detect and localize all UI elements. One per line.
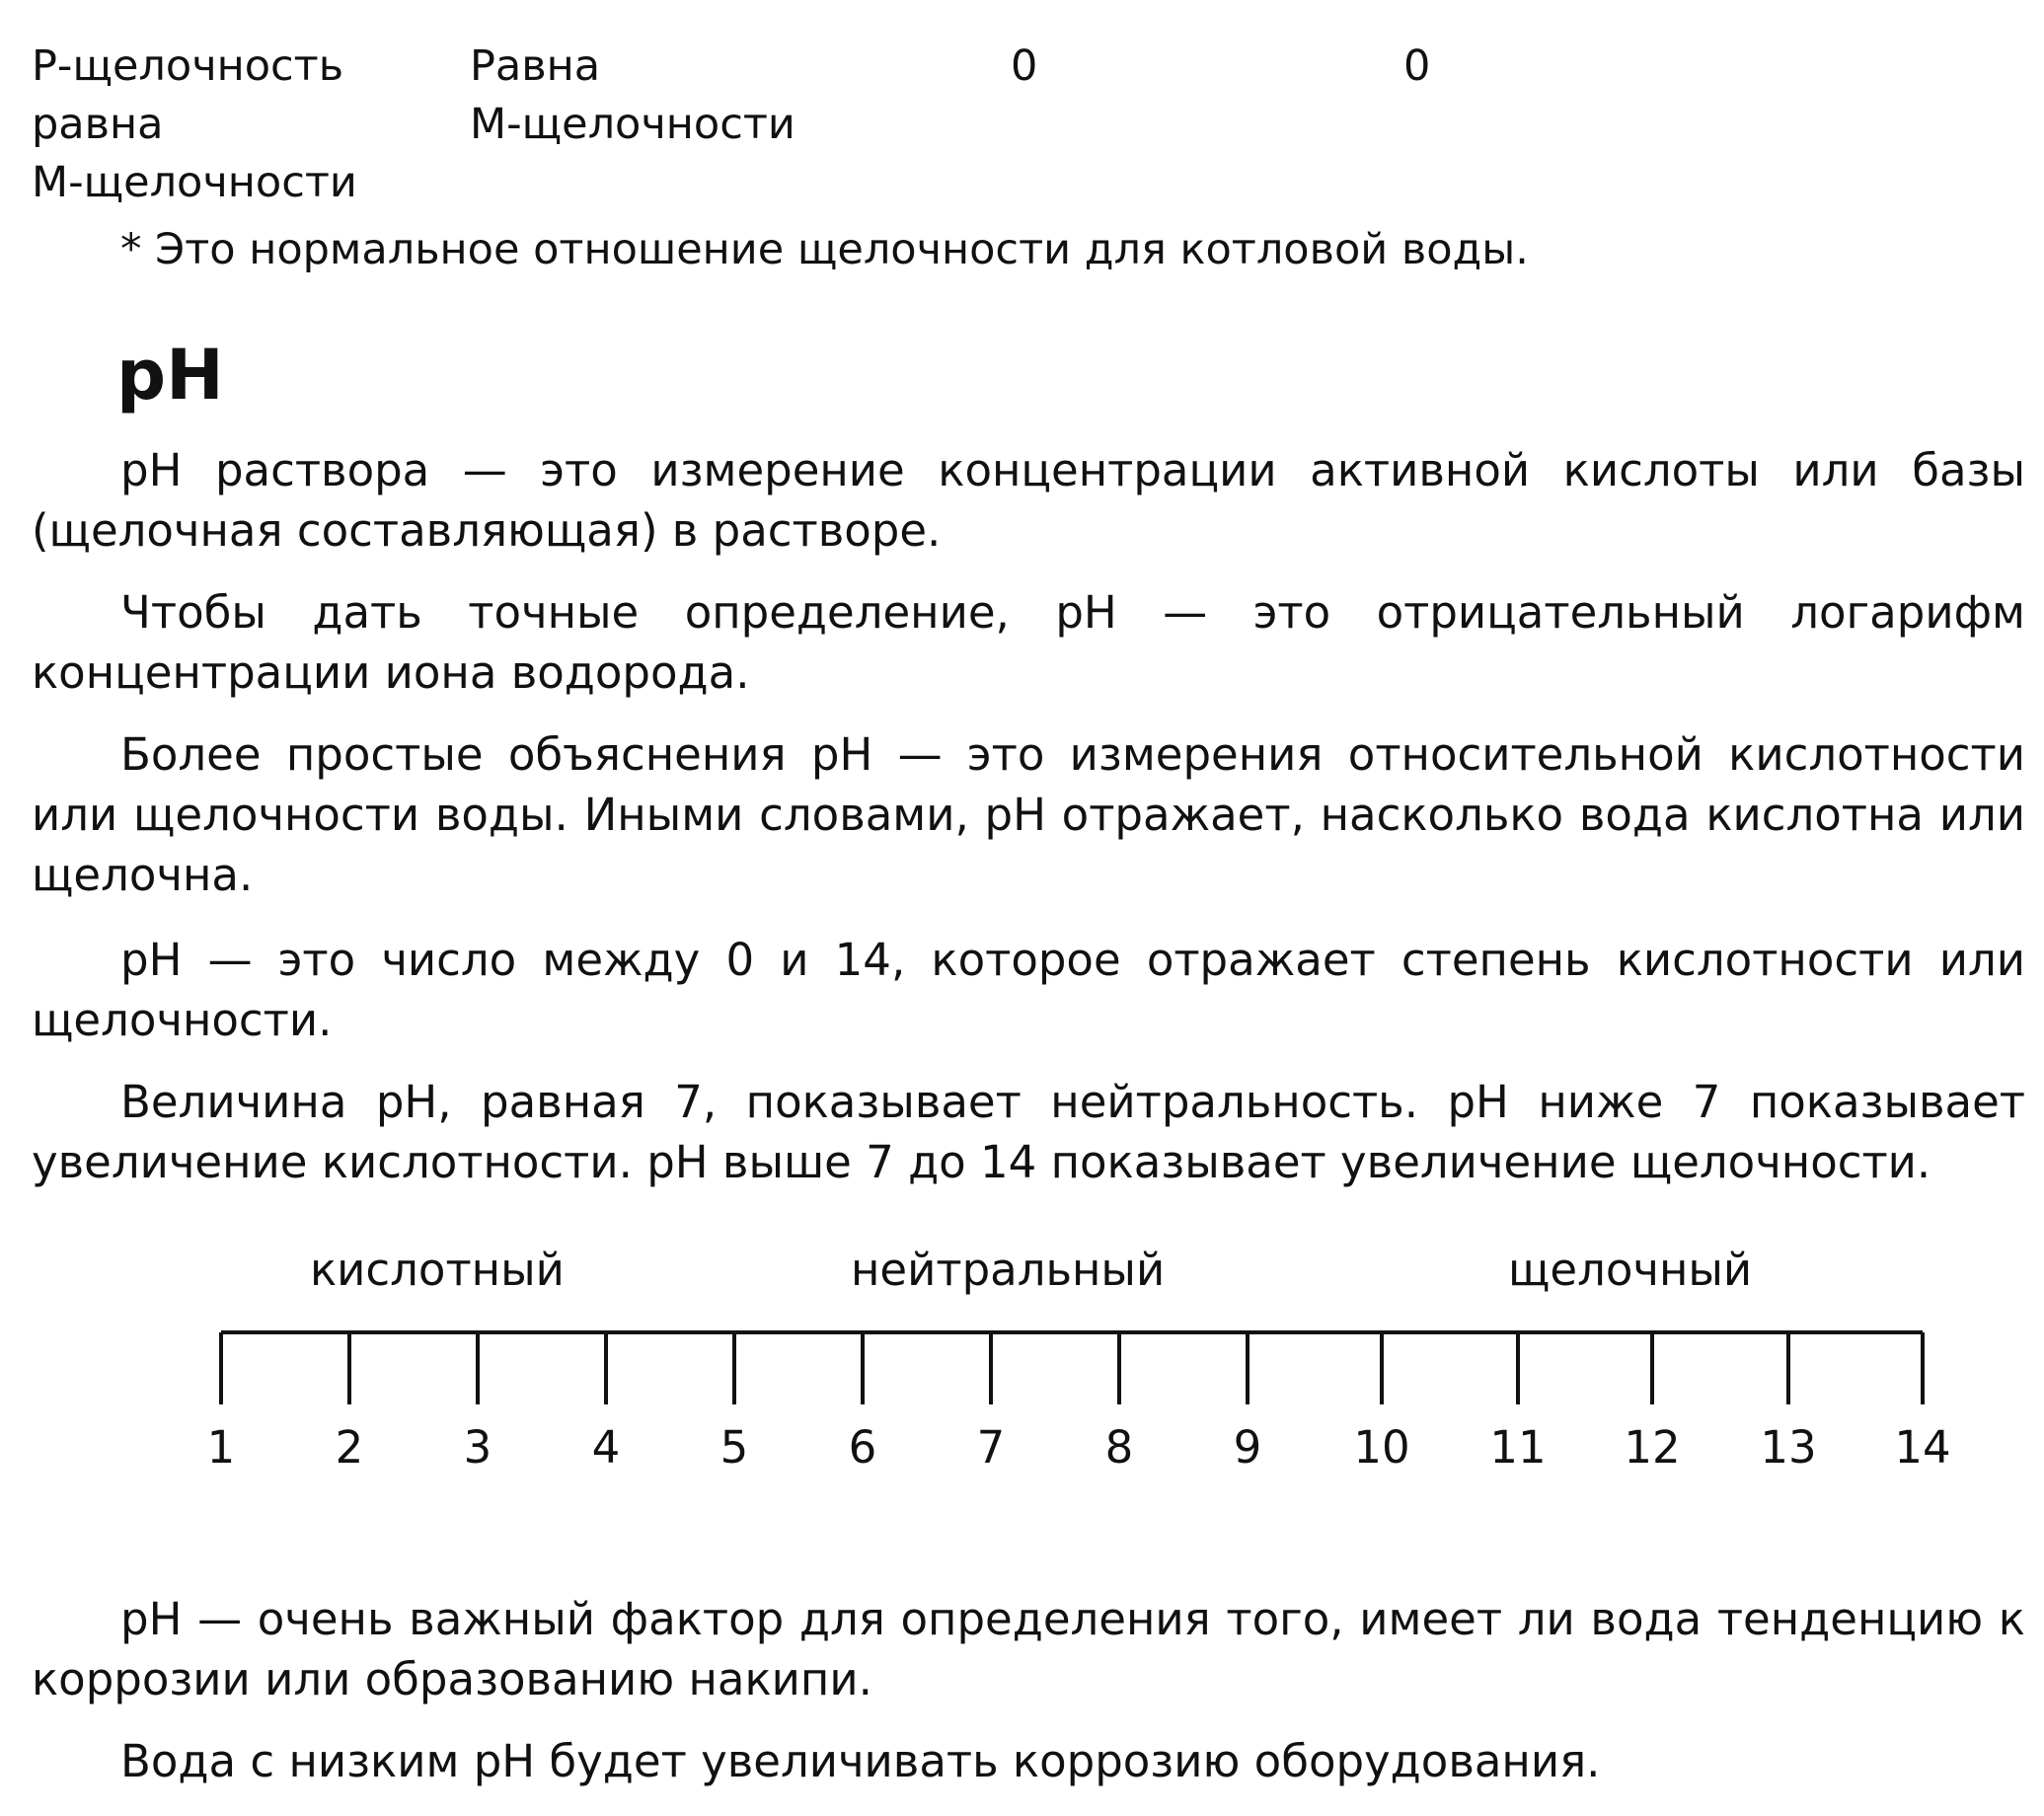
table-cell-value: [470, 38, 795, 154]
table-cell-zero: 0: [1403, 41, 1431, 91]
scale-tick-label: 5: [719, 1421, 749, 1474]
ph-scale-diagram: [0, 1244, 2044, 1490]
scale-tick-label: 1: [206, 1421, 236, 1474]
table-cell-condition: [32, 38, 357, 212]
scale-label-neutral: нейтральный: [851, 1244, 1166, 1296]
table-cell-zero: 0: [1011, 41, 1038, 91]
paragraph: Величина pH, равная 7, показывает нейтральность. pH ниже 7 показывает увеличение кислотности. pH выше 7 до 14 показывает увеличение щелочности.: [32, 1076, 2025, 1188]
scale-label-acid: кислотный: [310, 1244, 565, 1296]
paragraph: Вода с низким pH будет увеличивать коррозию оборудования.: [120, 1735, 1601, 1787]
paragraph: pH — очень важный фактор для определения того, имеет ли вода тенденцию к коррозии или образованию накипи.: [32, 1593, 2025, 1705]
scale-tick-label: 2: [335, 1421, 364, 1474]
scale-label-alkaline: щелочный: [1508, 1244, 1753, 1296]
scale-tick-label: 9: [1233, 1421, 1262, 1474]
scale-tick-label: 11: [1489, 1421, 1547, 1474]
ph-scale-axis: [0, 1244, 2044, 1490]
alkalinity-table-row: [32, 38, 1611, 215]
paragraph: Чтобы дать точные определение, pH — это отрицательный логарифм концентрации иона водорода.: [32, 586, 2025, 699]
paragraph: pH раствора — это измерение концентрации активной кислоты или базы (щелочная составляющая) в растворе.: [32, 444, 2025, 557]
scale-tick-label: 3: [463, 1421, 492, 1474]
table-cell-line: Равна: [470, 41, 601, 91]
section-heading: pH: [116, 335, 224, 416]
table-cell-line: М-щелочности: [32, 158, 357, 207]
scale-tick-label: 7: [976, 1421, 1006, 1474]
scale-tick-label: 8: [1104, 1421, 1134, 1474]
paragraph: Более простые объяснения pH — это измерения относительной кислотности или щелочности воды. Иными словами, pH отражает, насколько вода кислотна или щелочна.: [32, 728, 2025, 901]
table-cell-line: М-щелочности: [470, 100, 795, 149]
paragraph: pH — это число между 0 и 14, которое отражает степень кислотности или щелочности.: [32, 934, 2025, 1046]
scale-tick-label: 13: [1760, 1421, 1817, 1474]
scale-tick-label: 6: [848, 1421, 877, 1474]
scale-tick-label: 10: [1353, 1421, 1410, 1474]
scale-tick-label: 12: [1624, 1421, 1681, 1474]
table-cell-line: Р-щелочность: [32, 41, 344, 91]
scale-tick-label: 4: [591, 1421, 621, 1474]
table-cell-line: равна: [32, 100, 164, 149]
footnote: * Это нормальное отношение щелочности для котловой воды.: [120, 225, 1529, 274]
scale-tick-label: 14: [1894, 1421, 1951, 1474]
